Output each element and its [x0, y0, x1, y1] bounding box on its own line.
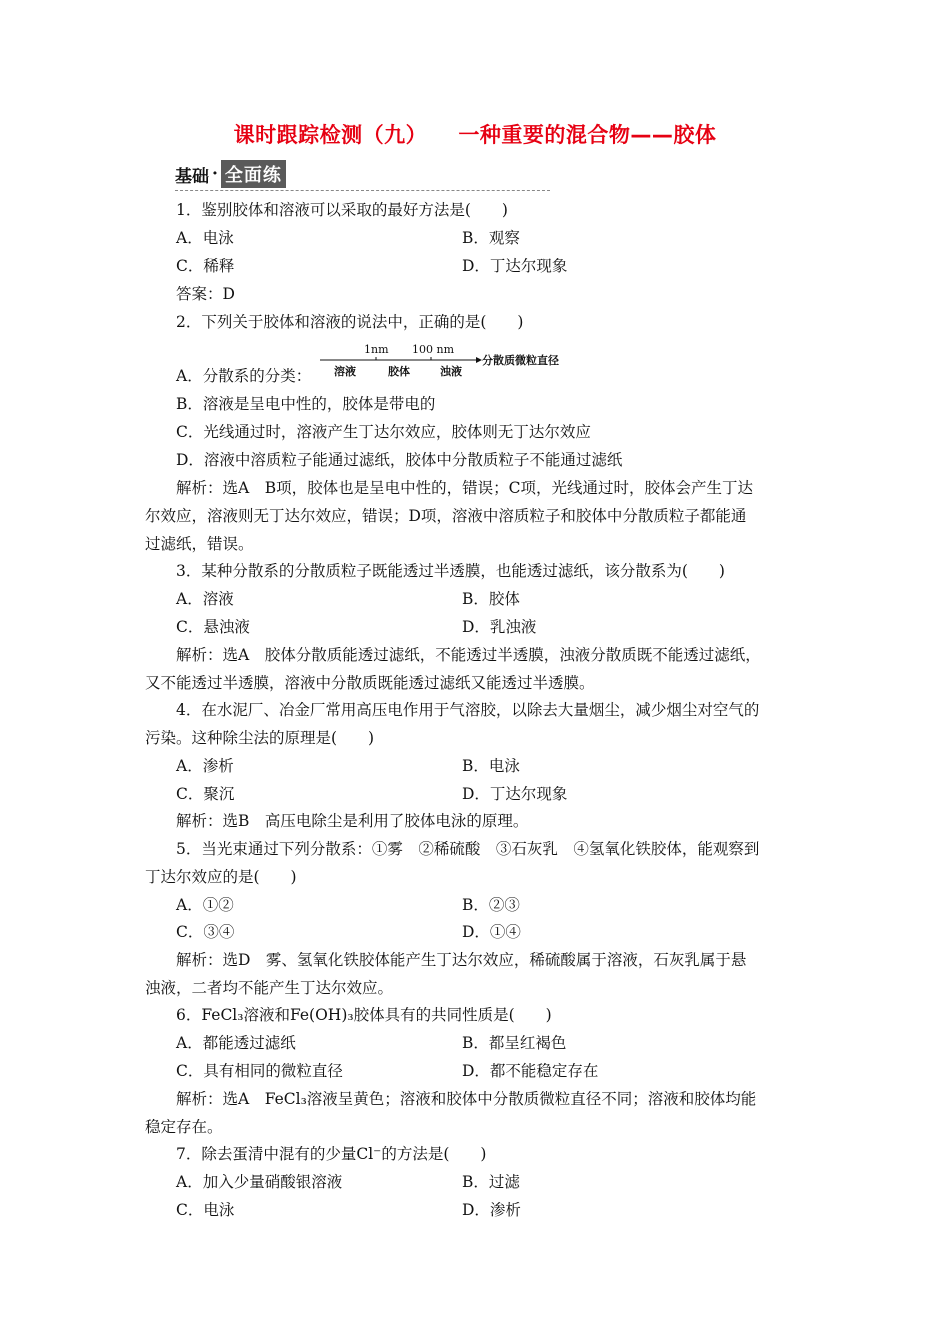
q1-option-a: A．电泳 [176, 229, 234, 247]
q6-stem: 6．FeCl₃溶液和Fe(OH)₃胶体具有的共同性质是( ) [176, 1006, 552, 1024]
q5-option-c: C．③④ [176, 923, 235, 941]
q5-option-b: B．②③ [462, 896, 520, 914]
q6-option-d: D．都不能稳定存在 [462, 1062, 599, 1080]
diagram-category-solution: 溶液 [334, 365, 356, 378]
diagram-category-suspension: 浊液 [440, 365, 462, 378]
q2-explanation-3: 过滤纸，错误。 [145, 535, 254, 553]
diagram-category-colloid: 胶体 [388, 365, 410, 378]
section-badge: 全面练 [221, 160, 286, 188]
q3-explanation-1: 解析：选A 胶体分散质能透过滤纸，不能透过半透膜，浊液分散质既不能透过滤纸， [176, 646, 761, 664]
q4-stem-1: 4．在水泥厂、冶金厂常用高压电作用于气溶胶，以除去大量烟尘，减少烟尘对空气的 [176, 701, 760, 719]
q6-explanation-1: 解析：选A FeCl₃溶液呈黄色；溶液和胶体中分散质微粒直径不同；溶液和胶体均能 [176, 1090, 757, 1108]
q3-option-b: B．胶体 [462, 590, 520, 608]
q6-option-a: A．都能透过滤纸 [176, 1034, 296, 1052]
section-label: 基础 [175, 166, 209, 187]
diagram-tick-100nm: 100 nm [412, 343, 455, 356]
q5-explanation-1: 解析：选D 雾、氢氧化铁胶体能产生丁达尔效应，稀硫酸属于溶液，石灰乳属于悬 [176, 951, 747, 969]
q4-option-d: D．丁达尔现象 [462, 785, 568, 803]
q1-option-b: B．观察 [462, 229, 520, 247]
q2-explanation-2: 尔效应，溶液则无丁达尔效应，错误；D项，溶液中溶质粒子和胶体中分散质粒子都能通 [145, 507, 747, 525]
q7-option-b: B．过滤 [462, 1173, 520, 1191]
q3-option-a: A．溶液 [176, 590, 234, 608]
dispersion-classification-diagram [318, 343, 578, 382]
diagram-tick-1nm: 1nm [364, 343, 389, 356]
diagram-axis-label: 分散质微粒直径 [482, 354, 559, 367]
q6-explanation-2: 稳定存在。 [145, 1118, 223, 1136]
q2-option-d: D．溶液中溶质粒子能通过滤纸，胶体中分散质粒子不能通过滤纸 [176, 451, 623, 469]
q4-option-a: A．渗析 [176, 757, 234, 775]
q6-option-c: C．具有相同的微粒直径 [176, 1062, 343, 1080]
q1-stem: 1．鉴别胶体和溶液可以采取的最好方法是( ) [176, 201, 508, 219]
section-header [175, 160, 286, 188]
q2-stem: 2．下列关于胶体和溶液的说法中，正确的是( ) [176, 313, 524, 331]
q4-explanation-1: 解析：选B 高压电除尘是利用了胶体电泳的原理。 [176, 812, 529, 830]
q1-option-c: C．稀释 [176, 257, 235, 275]
q1-answer: 答案：D [176, 285, 235, 303]
q3-option-c: C．悬浊液 [176, 618, 250, 636]
q7-option-d: D．渗析 [462, 1201, 521, 1219]
q3-stem: 3．某种分散系的分散质粒子既能透过半透膜，也能透过滤纸，该分散系为( ) [176, 562, 725, 580]
q2-explanation-1: 解析：选A B项，胶体也是呈电中性的，错误；C项，光线通过时，胶体会产生丁达 [176, 479, 753, 497]
q5-stem-2: 丁达尔效应的是( ) [145, 868, 297, 886]
q4-option-b: B．电泳 [462, 757, 520, 775]
q2-option-b: B．溶液是呈电中性的，胶体是带电的 [176, 395, 436, 413]
q5-stem-1: 5．当光束通过下列分散系：①雾 ②稀硫酸 ③石灰乳 ④氢氧化铁胶体，能观察到 [176, 840, 760, 858]
q3-option-d: D．乳浊液 [462, 618, 537, 636]
q4-option-c: C．聚沉 [176, 785, 235, 803]
q2-option-c: C．光线通过时，溶液产生丁达尔效应，胶体则无丁达尔效应 [176, 423, 591, 441]
section-dot: · [212, 164, 218, 184]
page-title: 课时跟踪检测（九） 一种重要的混合物——胶体 [233, 123, 717, 147]
section-divider [175, 190, 550, 191]
q1-option-d: D．丁达尔现象 [462, 257, 568, 275]
q2-option-a: A．分散系的分类： [176, 367, 312, 385]
q7-option-a: A．加入少量硝酸银溶液 [176, 1173, 343, 1191]
q5-option-a: A．①② [176, 896, 234, 914]
q6-option-b: B．都呈红褐色 [462, 1034, 567, 1052]
q5-explanation-2: 浊液，二者均不能产生丁达尔效应。 [145, 979, 394, 997]
q7-stem: 7．除去蛋清中混有的少量Cl⁻的方法是( ) [176, 1145, 487, 1163]
q3-explanation-2: 又不能透过半透膜，溶液中分散质既能透过滤纸又能透过半透膜。 [145, 674, 595, 692]
q7-option-c: C．电泳 [176, 1201, 235, 1219]
q4-stem-2: 污染。这种除尘法的原理是( ) [145, 729, 375, 747]
q5-option-d: D．①④ [462, 923, 521, 941]
